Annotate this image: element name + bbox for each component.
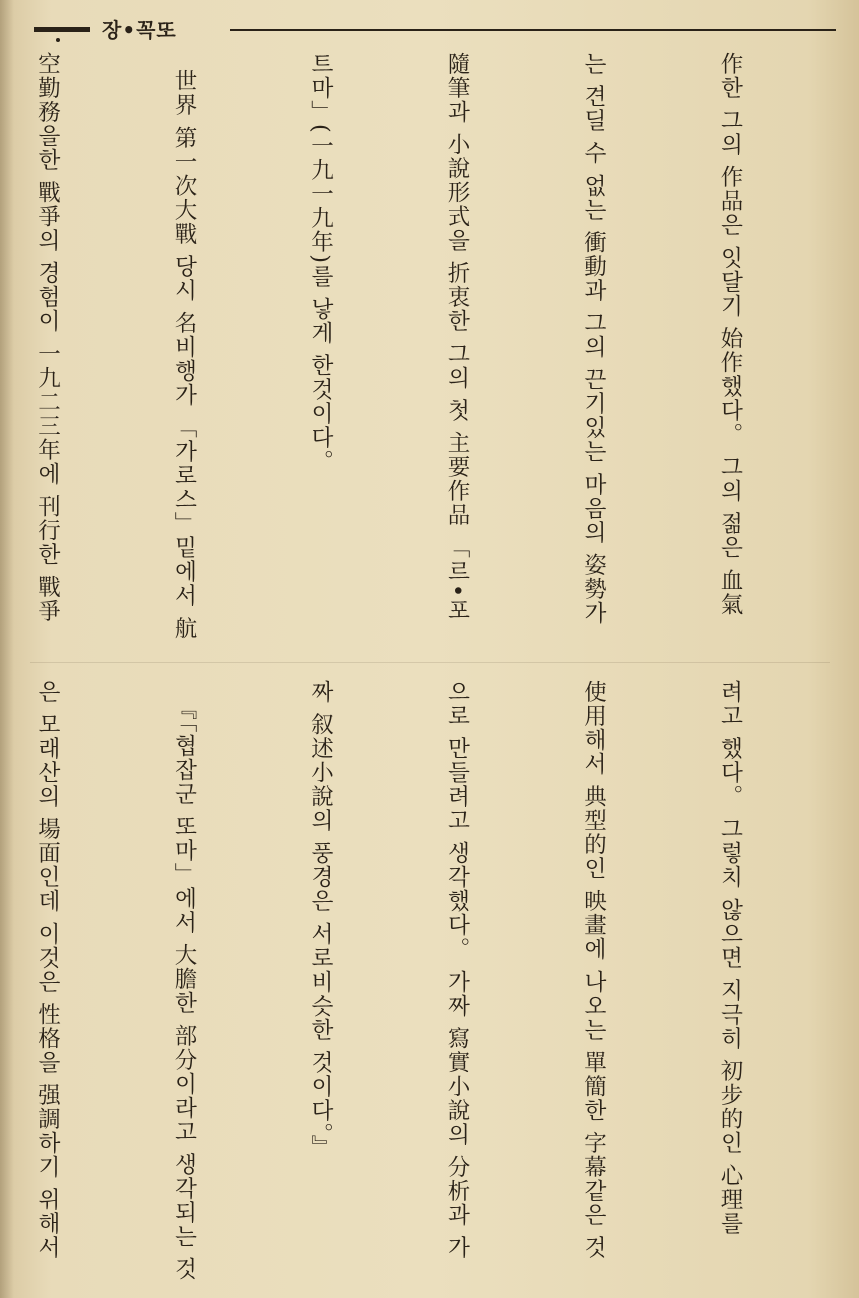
- text-line: 世界 第一次大戰 당시 名비행가 「가로스」밑에서 航: [171, 52, 197, 641]
- lower-text-block: [13, 680, 843, 1285]
- header-rule-right: [230, 29, 836, 31]
- page-header: [0, 0, 859, 60]
- text-line: 隨筆과 小說形式을 折衷한 그의 첫 主要作品 「르•포: [444, 52, 470, 623]
- text-line: 作한 그의 作品은 잇달기 始作했다。 그의 젊은 血氣: [717, 52, 743, 617]
- running-head: 장•꼭또: [102, 18, 177, 42]
- page-spine-shadow: [0, 0, 14, 1298]
- text-line: 짜 叙述小說의 풍경은 서로비슷한 것이다。』: [307, 680, 334, 1160]
- text-line: 은 모래산의 場面인데 이것은 性格을 强調하기 위해서: [34, 680, 61, 1260]
- text-line: 空勤務을한 戰爭의 경험이 一九二三年에 刊行한 戰爭: [34, 52, 61, 624]
- header-rule-left: [34, 27, 90, 32]
- text-line: 려고 했다。 그렇치 않으면 지극히 初步的인 心理를: [717, 680, 743, 1236]
- text-line: 으로 만들려고 생각했다。 가짜 寫實小說의 分析과 가: [444, 680, 470, 1260]
- text-line: 는 견딜 수 없는 衝動과 그의 끈기있는 마음의 姿勢가: [580, 52, 607, 626]
- upper-text-block: [13, 52, 843, 652]
- header-dot: [56, 38, 60, 42]
- text-line: 『「협잡군 또마」에서 大膽한 部分이라고 생각되는 것: [171, 680, 197, 1282]
- text-line: 트마」(一九一九年)를 낳게 한것이다。: [307, 52, 334, 474]
- block-separator: [30, 662, 830, 663]
- text-line: 使用해서 典型的인 映畫에 나오는 單簡한 字幕같은 것: [580, 680, 607, 1260]
